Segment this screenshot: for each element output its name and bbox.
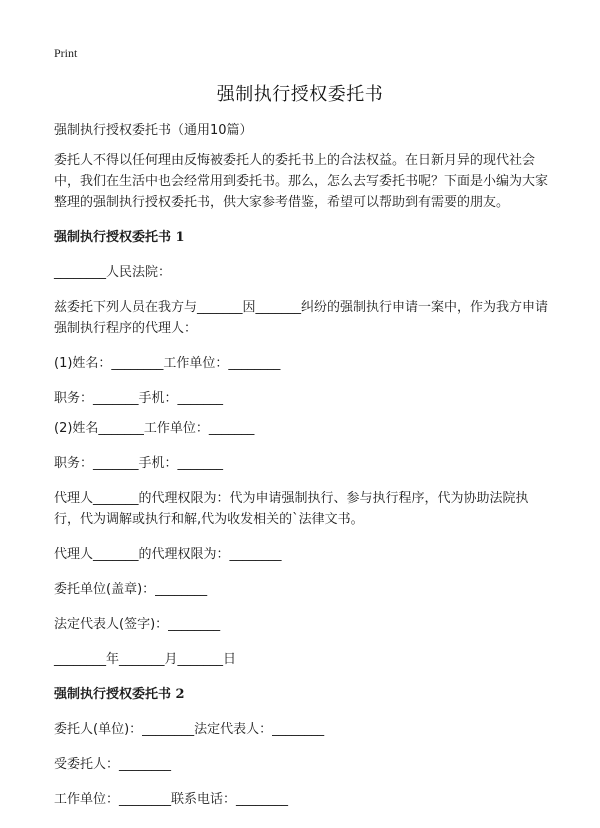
principal-line: 委托人(单位)：________法定代表人：________ <box>54 722 325 737</box>
agent-2-name-line: (2)姓名_______工作单位：_______ <box>54 421 255 436</box>
date-line: ________年_______月_______日 <box>54 652 237 667</box>
intro-paragraph: 委托人不得以任何理由反悔被委托人的委托书上的合法权益。在日新月异的现代社会中，我们在生活中也会经常用到委托书。那么，怎么去写委托书呢？下面是小编为大家整理的强制执行授权委托书，供大家参考借鉴，希望可以帮助到有需要的朋友。 <box>54 153 549 210</box>
unit-seal-line: 委托单位(盖章)：________ <box>54 582 208 597</box>
authority-statement-1: 代理人_______的代理权限为：代为申请强制执行、参与执行程序，代为协助法院执行，代为调解或执行和解,代为收发相关的`法律文书。 <box>54 491 529 527</box>
court-line: ________人民法院： <box>54 265 172 280</box>
agent-1-name-line: (1)姓名：________工作单位：________ <box>54 356 281 371</box>
page-title: 强制执行授权委托书 <box>216 84 384 105</box>
document-subtitle: 强制执行授权委托书（通用10篇） <box>54 123 253 138</box>
entrust-statement: 兹委托下列人员在我方与_______因_______纠纷的强制执行申请一案中，作为我方申请强制执行程序的代理人： <box>54 300 549 336</box>
legal-representative-line: 法定代表人(签字)：________ <box>54 617 221 632</box>
agent-1-position-line: 职务：_______手机：_______ <box>54 391 224 406</box>
trustee-line: 受委托人：________ <box>54 757 172 772</box>
agent-2-position-line: 职务：_______手机：_______ <box>54 456 224 471</box>
document-body <box>54 120 554 810</box>
authority-statement-2: 代理人_______的代理权限为：________ <box>54 547 282 562</box>
section-2-heading: 强制执行授权委托书 2 <box>54 687 185 702</box>
work-unit-line: 工作单位：________联系电话：________ <box>54 792 289 807</box>
print-link[interactable]: Print <box>54 46 78 60</box>
section-1-heading: 强制执行授权委托书 1 <box>54 230 185 245</box>
